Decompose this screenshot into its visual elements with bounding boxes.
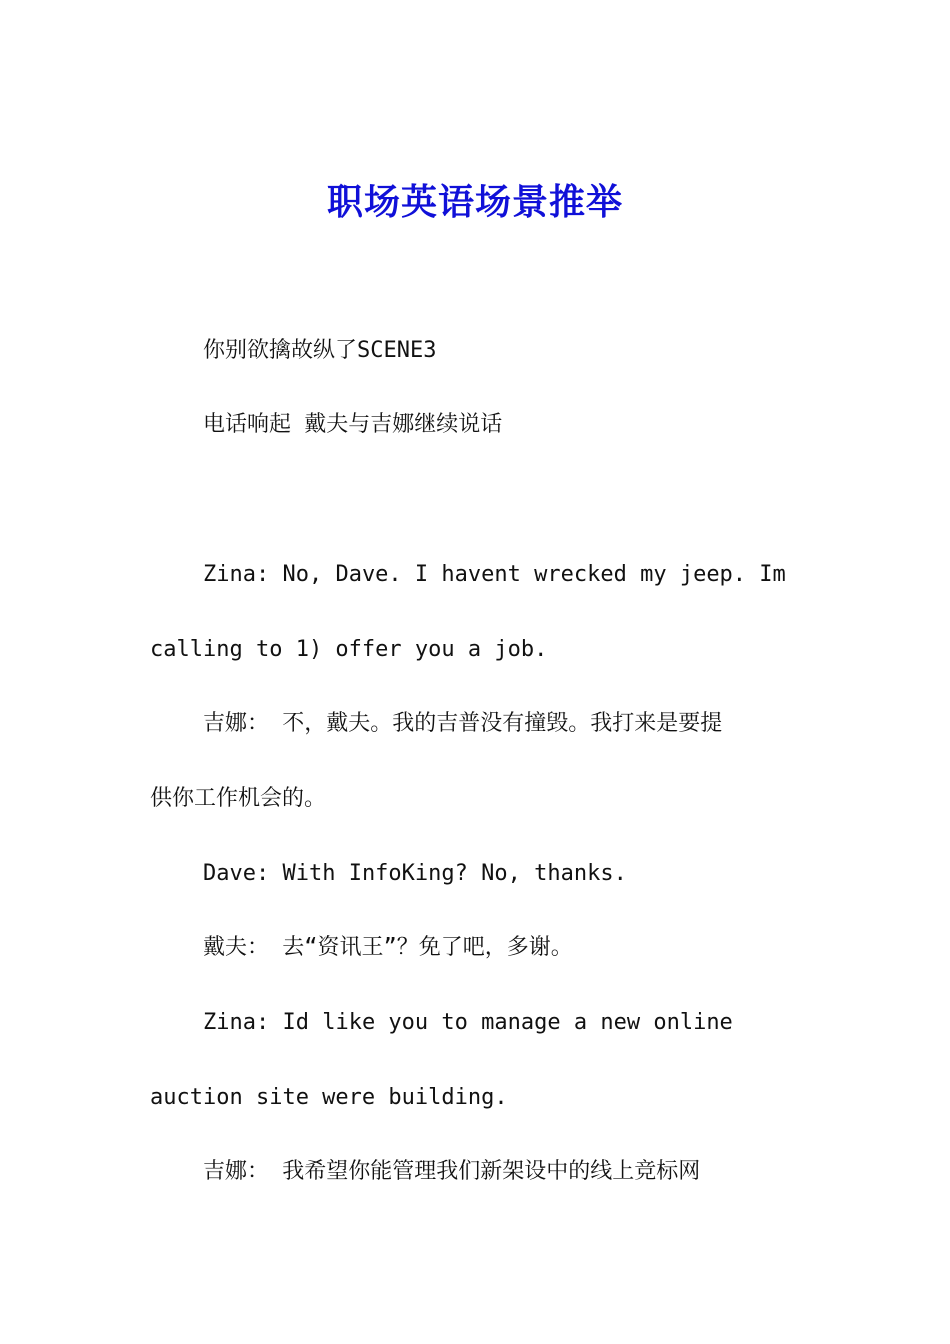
dialogue-line: Zina: No, Dave. I havent wrecked my jeep. Im bbox=[203, 562, 786, 587]
paragraph-scene-heading: 你别欲擒故纵了SCENE3 bbox=[203, 338, 437, 363]
translation-line: 吉娜： 我希望你能管理我们新架设中的线上竞标网 bbox=[203, 1159, 701, 1184]
dialogue-line: Zina: Id like you to manage a new online bbox=[203, 1010, 733, 1035]
translation-line-continued: 供你工作机会的。 bbox=[150, 786, 327, 811]
dialogue-line-continued: auction site were building. bbox=[150, 1085, 508, 1110]
paragraph-stage-direction: 电话响起 戴夫与吉娜继续说话 bbox=[203, 412, 503, 437]
translation-line: 吉娜： 不，戴夫。我的吉普没有撞毁。我打来是要提 bbox=[203, 711, 723, 736]
translation-line: 戴夫： 去“资讯王”？免了吧，多谢。 bbox=[203, 935, 573, 960]
dialogue-line: Dave: With InfoKing? No, thanks. bbox=[203, 861, 627, 886]
document-title: 职场英语场景推举 bbox=[326, 181, 623, 223]
dialogue-line-continued: calling to 1) offer you a job. bbox=[150, 637, 548, 662]
